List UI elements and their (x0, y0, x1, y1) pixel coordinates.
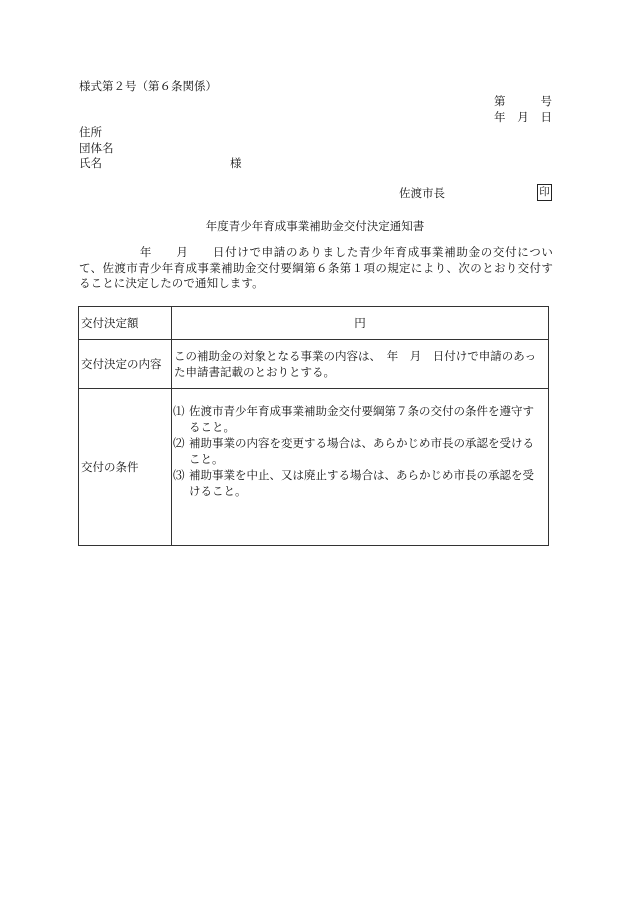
list-item (173, 435, 544, 467)
form-number: 様式第２号（第６条関係） (79, 79, 217, 93)
document-number (494, 94, 552, 110)
table-row (79, 389, 549, 546)
condition-text: 佐渡市青少年育成事業補助金交付要綱第７条の交付の条件を遵守すること。 (189, 404, 534, 434)
grant-decision-table (78, 306, 549, 546)
condition-number: ⑵ (173, 436, 185, 450)
condition-text: 補助事業の内容を変更する場合は、あらかじめ市長の承認を受けること。 (189, 436, 534, 466)
date-month: 月 (517, 110, 529, 124)
table-row (79, 307, 549, 340)
conditions-list (172, 401, 548, 499)
amount-label: 交付決定額 (79, 307, 172, 340)
notice-body: 年 月 日付けで申請のありました青少年育成事業補助金の交付について、佐渡市青少年育成事業補助金交付要綱第６条第１項の規定により、次のとおり交付することに決定したので通知します。 (79, 245, 553, 290)
condition-number: ⑶ (173, 468, 185, 482)
organization-label: 団体名 (79, 141, 114, 155)
honorific: 様 (230, 156, 242, 170)
date-year: 年 (494, 110, 506, 124)
document-number-suffix: 号 (540, 94, 552, 108)
issuer-title: 佐渡市長 (399, 186, 445, 200)
document-number-prefix: 第 (494, 94, 506, 108)
condition-number: ⑴ (173, 404, 185, 418)
name-label: 氏名 (79, 156, 102, 170)
issue-date (494, 110, 552, 126)
address-label: 住所 (79, 125, 102, 139)
list-item (173, 467, 544, 499)
conditions-label: 交付の条件 (79, 389, 172, 546)
content-label: 交付決定の内容 (79, 340, 172, 389)
date-day: 日 (540, 110, 552, 124)
table-row (79, 340, 549, 389)
list-item (173, 403, 544, 435)
seal-mark: 印 (537, 184, 552, 201)
condition-text: 補助事業を中止、又は廃止する場合は、あらかじめ市長の承認を受けること。 (189, 468, 534, 498)
document-title: 年度青少年育成事業補助金交付決定通知書 (205, 219, 425, 233)
content-value: この補助金の対象となる事業の内容は、 年 月 日付けで申請のあった申請書記載のとおりとする。 (172, 340, 549, 389)
amount-value: 円 (172, 307, 549, 340)
conditions-cell (172, 389, 549, 546)
